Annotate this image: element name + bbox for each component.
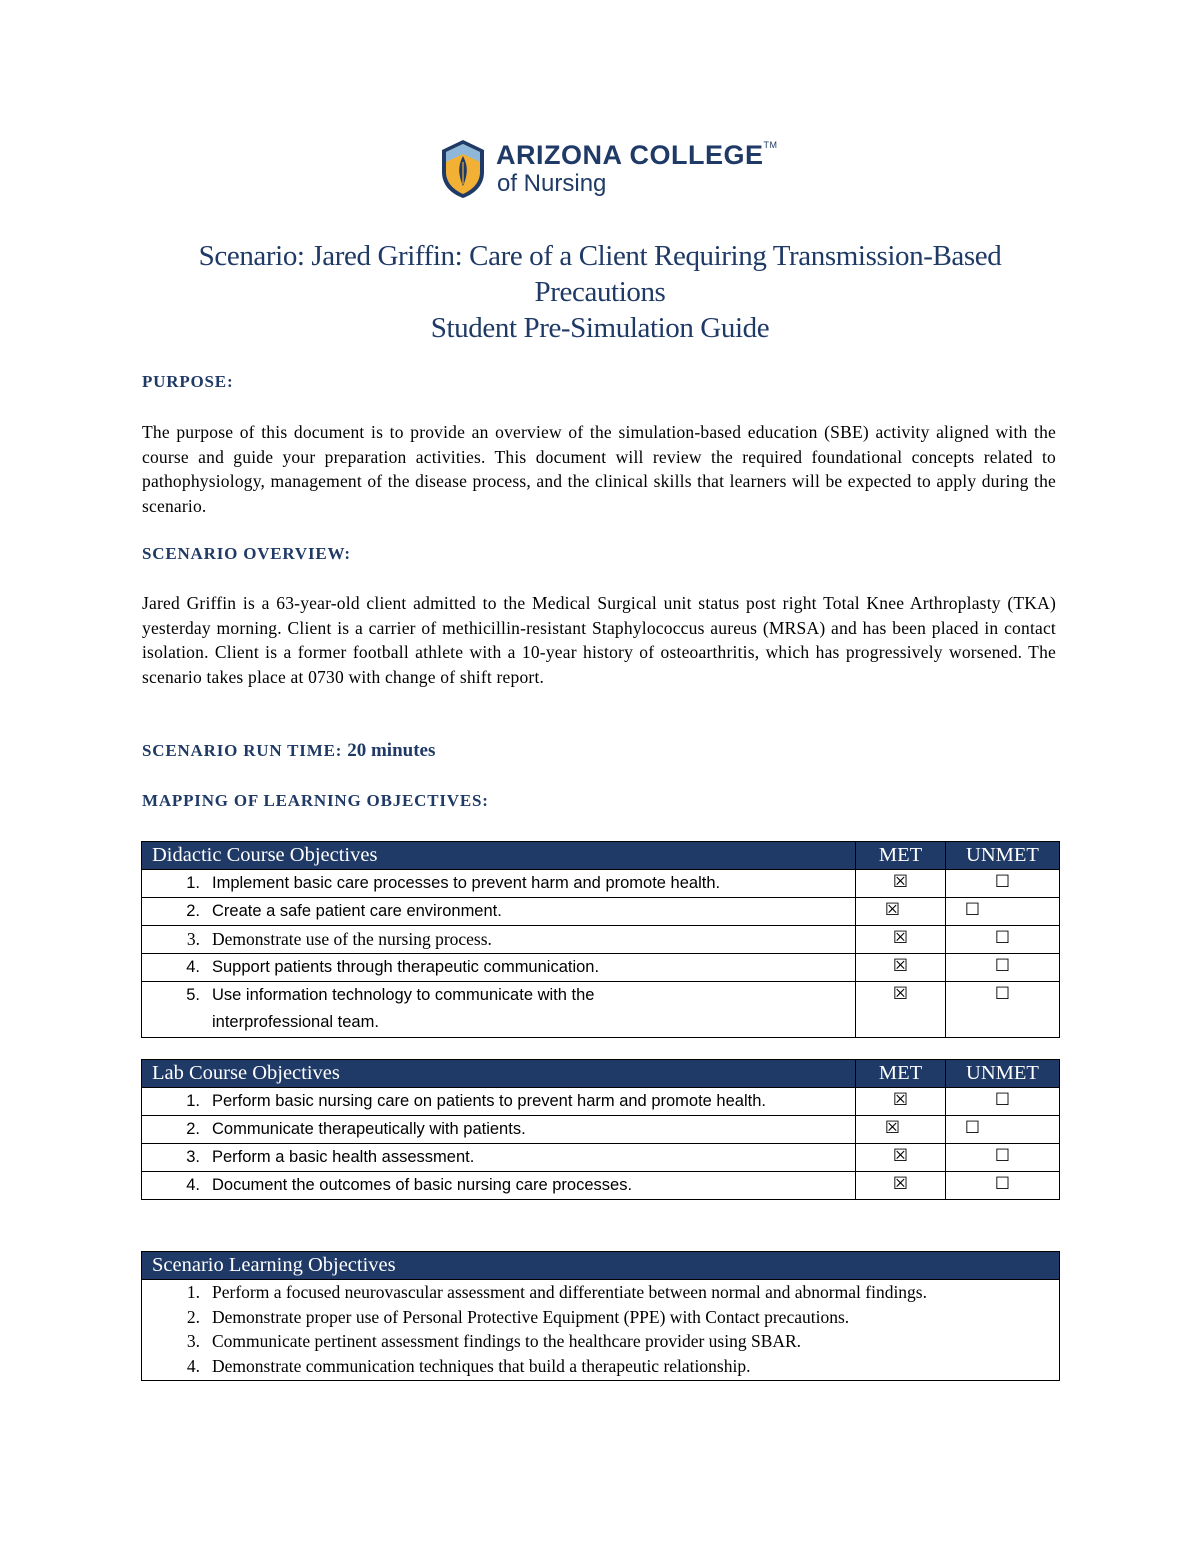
table-header-row bbox=[142, 1060, 1060, 1088]
met-checkbox[interactable]: ☒ bbox=[884, 1118, 901, 1138]
item-text: Support patients through therapeutic communication. bbox=[212, 958, 600, 976]
item-number: 1. bbox=[186, 1092, 200, 1110]
table-row bbox=[142, 1144, 1060, 1172]
table-row bbox=[142, 1305, 1060, 1330]
scenario-objectives-table bbox=[141, 1251, 1060, 1381]
scenario-objectives-header: Scenario Learning Objectives bbox=[142, 1252, 1060, 1280]
item-text: Perform a focused neurovascular assessment and differentiate between normal and abnormal findings. bbox=[212, 1282, 927, 1302]
table-row bbox=[142, 954, 1060, 982]
title-line-2: Precautions bbox=[534, 276, 666, 308]
document-title bbox=[140, 238, 1060, 346]
unmet-checkbox[interactable]: ☐ bbox=[994, 1090, 1011, 1110]
unmet-checkbox[interactable]: ☐ bbox=[964, 1118, 981, 1138]
unmet-checkbox[interactable]: ☐ bbox=[994, 928, 1011, 948]
item-number: 2. bbox=[186, 1120, 200, 1138]
lab-objectives-table bbox=[141, 1059, 1060, 1200]
table-row bbox=[142, 1280, 1060, 1305]
met-checkbox[interactable]: ☒ bbox=[884, 900, 901, 920]
run-time-label: SCENARIO RUN TIME: bbox=[142, 741, 343, 760]
table-row bbox=[142, 1329, 1060, 1354]
met-checkbox[interactable]: ☒ bbox=[892, 1090, 909, 1110]
run-time-value: 20 minutes bbox=[347, 740, 436, 761]
item-text: Perform basic nursing care on patients to prevent harm and promote health. bbox=[212, 1092, 766, 1110]
item-text: Demonstrate communication techniques that build a therapeutic relationship. bbox=[212, 1355, 751, 1376]
unmet-checkbox[interactable]: ☐ bbox=[994, 1174, 1011, 1194]
item-number: 1. bbox=[186, 874, 200, 892]
unmet-checkbox[interactable]: ☐ bbox=[994, 956, 1011, 976]
didactic-objectives-table bbox=[141, 841, 1060, 1038]
item-text: Implement basic care processes to prevent harm and promote health. bbox=[212, 874, 721, 892]
table-row bbox=[142, 870, 1060, 898]
item-text: Demonstrate proper use of Personal Protective Equipment (PPE) with Contact precautions. bbox=[212, 1306, 850, 1327]
item-number: 4. bbox=[186, 958, 200, 976]
table-row bbox=[142, 926, 1060, 954]
item-text: Create a safe patient care environment. bbox=[212, 902, 502, 920]
item-number: 3. bbox=[186, 929, 200, 949]
item-text: Communicate therapeutically with patients. bbox=[212, 1120, 526, 1138]
met-header: MET bbox=[856, 842, 946, 870]
run-time-heading bbox=[142, 740, 435, 762]
item-number: 2. bbox=[186, 902, 200, 920]
unmet-checkbox[interactable]: ☐ bbox=[994, 1146, 1011, 1166]
overview-text: Jared Griffin is a 63-year-old client admitted to the Medical Surgical unit status post right Total Knee Arthroplasty (TKA) yesterday morning. Client is a carrier of methicillin-resistant Staphylococcus aureus (MRSA) and has been placed in contact isolation. Client is a former football athlete with a 10-year history of osteoarthritis, which has progressively worsened. The scenario takes place at 0730 with change of shift report. bbox=[142, 593, 1056, 687]
item-number: 5. bbox=[186, 986, 200, 1004]
item-number: 4. bbox=[186, 1176, 200, 1194]
met-checkbox[interactable]: ☒ bbox=[892, 1174, 909, 1194]
didactic-header: Didactic Course Objectives bbox=[142, 842, 856, 870]
college-logo bbox=[440, 138, 780, 204]
item-number: 4. bbox=[186, 1355, 200, 1376]
overview-heading: SCENARIO OVERVIEW: bbox=[142, 544, 351, 563]
met-checkbox[interactable]: ☒ bbox=[892, 956, 909, 976]
met-checkbox[interactable]: ☒ bbox=[892, 928, 909, 948]
item-text: Demonstrate use of the nursing process. bbox=[212, 929, 492, 949]
table-row bbox=[142, 1172, 1060, 1200]
met-header: MET bbox=[856, 1060, 946, 1088]
table-row bbox=[142, 1354, 1060, 1381]
logo-line-1: ARIZONA COLLEGE™ bbox=[496, 140, 778, 170]
item-text: Use information technology to communicate with the interprofessional team. bbox=[212, 986, 595, 1031]
table-header-row bbox=[142, 842, 1060, 870]
table-row bbox=[142, 1088, 1060, 1116]
met-checkbox[interactable]: ☒ bbox=[892, 872, 909, 892]
title-line-1: Scenario: Jared Griffin: Care of a Client Requiring Transmission-Based bbox=[198, 240, 1002, 272]
item-text: Perform a basic health assessment. bbox=[212, 1148, 475, 1166]
unmet-header: UNMET bbox=[946, 842, 1060, 870]
mapping-heading: MAPPING OF LEARNING OBJECTIVES: bbox=[142, 791, 489, 810]
table-header-row bbox=[142, 1252, 1060, 1280]
unmet-checkbox[interactable]: ☐ bbox=[994, 872, 1011, 892]
item-text: Communicate pertinent assessment findings to the healthcare provider using SBAR. bbox=[212, 1331, 802, 1351]
title-line-3: Student Pre-Simulation Guide bbox=[430, 312, 770, 344]
purpose-text: The purpose of this document is to provide an overview of the simulation-based education (SBE) activity aligned with the course and guide your preparation activities. This document will review the required foundational concepts related to pathophysiology, management of the disease process, and the clinical skills that learners will be expected to apply during the scenario. bbox=[142, 422, 1056, 516]
item-number: 3. bbox=[186, 1148, 200, 1166]
item-text: Document the outcomes of basic nursing care processes. bbox=[212, 1176, 633, 1194]
shield-icon bbox=[440, 138, 486, 200]
item-number: 1. bbox=[186, 1282, 200, 1302]
logo-line-2: of Nursing bbox=[497, 170, 607, 197]
table-row bbox=[142, 898, 1060, 926]
unmet-checkbox[interactable]: ☐ bbox=[994, 984, 1011, 1004]
table-row bbox=[142, 982, 1060, 1038]
met-checkbox[interactable]: ☒ bbox=[892, 1146, 909, 1166]
item-number: 2. bbox=[186, 1306, 200, 1327]
table-row bbox=[142, 1116, 1060, 1144]
unmet-checkbox[interactable]: ☐ bbox=[964, 900, 981, 920]
met-checkbox[interactable]: ☒ bbox=[892, 984, 909, 1004]
item-number: 3. bbox=[186, 1331, 200, 1351]
unmet-header: UNMET bbox=[946, 1060, 1060, 1088]
purpose-heading: PURPOSE: bbox=[142, 372, 234, 391]
lab-header: Lab Course Objectives bbox=[142, 1060, 856, 1088]
